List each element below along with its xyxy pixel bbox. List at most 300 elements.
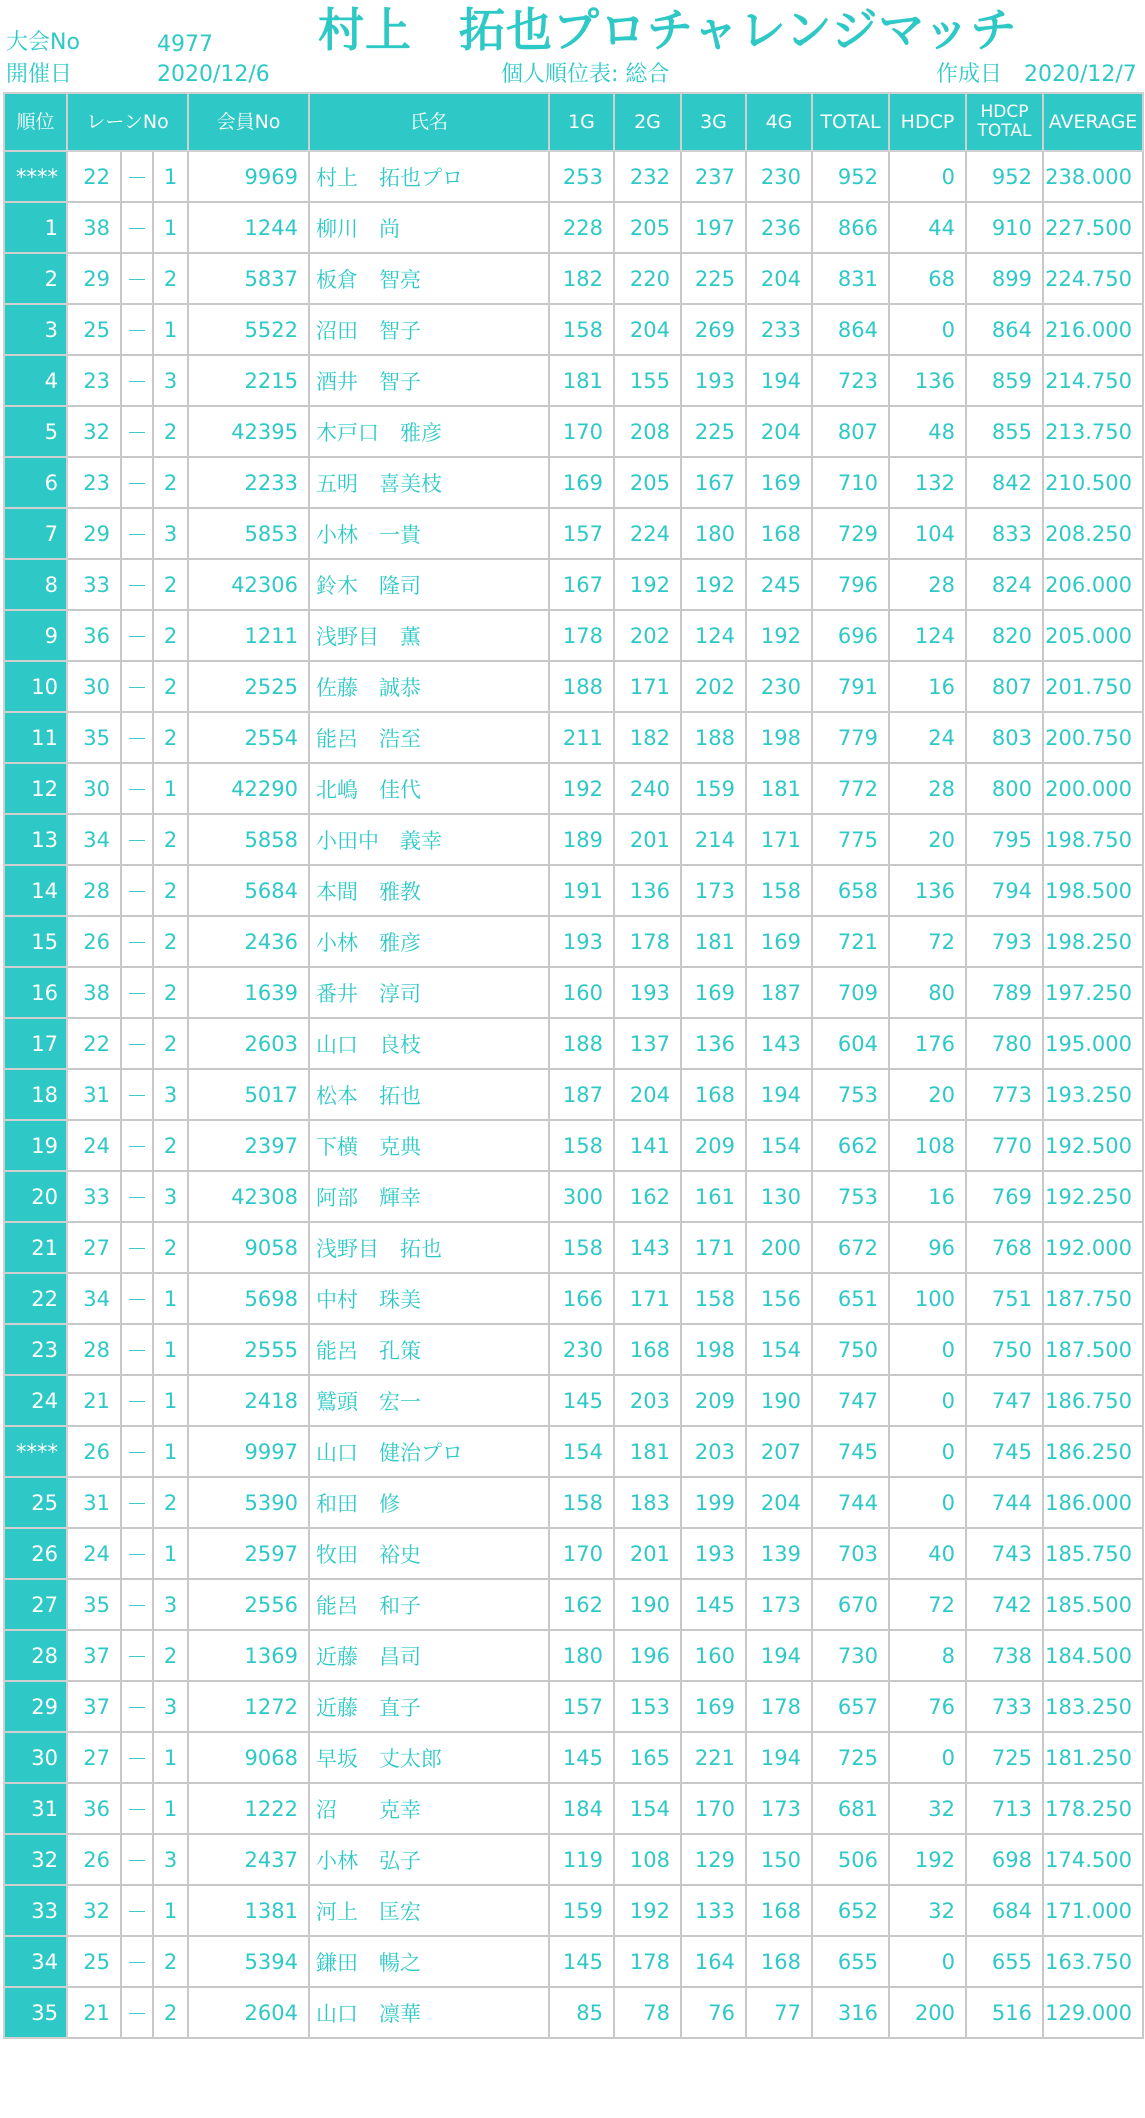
rank-cell: 7	[4, 508, 67, 559]
member-no-cell: 9997	[188, 1426, 309, 1477]
col-2g-header: 2G	[614, 93, 681, 151]
rank-cell: 23	[4, 1324, 67, 1375]
total-cell: 710	[812, 457, 889, 508]
rank-cell: 18	[4, 1069, 67, 1120]
member-no-cell: 42395	[188, 406, 309, 457]
total-cell: 506	[812, 1834, 889, 1885]
lane-dash-cell: －	[121, 1069, 153, 1120]
average-cell: 184.500	[1043, 1630, 1143, 1681]
seat-cell: 2	[153, 916, 188, 967]
hdcp-total-cell: 750	[966, 1324, 1043, 1375]
rank-cell: 11	[4, 712, 67, 763]
game2-cell: 201	[614, 1528, 681, 1579]
table-row	[4, 253, 1143, 304]
hdcp-total-cell: 859	[966, 355, 1043, 406]
total-cell: 652	[812, 1885, 889, 1936]
lane-dash-cell: －	[121, 355, 153, 406]
hdcp-cell: 32	[889, 1783, 966, 1834]
member-no-cell: 42290	[188, 763, 309, 814]
member-no-cell: 2418	[188, 1375, 309, 1426]
rank-cell: 33	[4, 1885, 67, 1936]
lane-cell: 36	[67, 610, 121, 661]
game3-cell: 202	[681, 661, 746, 712]
average-cell: 195.000	[1043, 1018, 1143, 1069]
total-cell: 729	[812, 508, 889, 559]
game4-cell: 204	[746, 253, 812, 304]
seat-cell: 1	[153, 304, 188, 355]
hdcp-cell: 40	[889, 1528, 966, 1579]
total-cell: 651	[812, 1273, 889, 1324]
total-cell: 725	[812, 1732, 889, 1783]
seat-cell: 2	[153, 1018, 188, 1069]
game4-cell: 154	[746, 1324, 812, 1375]
hdcp-total-cell: 793	[966, 916, 1043, 967]
hdcp-cell: 8	[889, 1630, 966, 1681]
seat-cell: 2	[153, 967, 188, 1018]
lane-cell: 26	[67, 916, 121, 967]
game2-cell: 196	[614, 1630, 681, 1681]
average-cell: 187.500	[1043, 1324, 1143, 1375]
average-cell: 205.000	[1043, 610, 1143, 661]
game1-cell: 170	[549, 1528, 614, 1579]
rank-cell: 27	[4, 1579, 67, 1630]
game3-cell: 171	[681, 1222, 746, 1273]
game3-cell: 168	[681, 1069, 746, 1120]
member-no-cell: 2437	[188, 1834, 309, 1885]
seat-cell: 1	[153, 1375, 188, 1426]
game1-cell: 157	[549, 508, 614, 559]
name-cell: 中村 珠美	[309, 1273, 549, 1324]
lane-cell: 29	[67, 508, 121, 559]
lane-cell: 28	[67, 1324, 121, 1375]
game1-cell: 230	[549, 1324, 614, 1375]
rank-cell: 25	[4, 1477, 67, 1528]
hdcp-cell: 0	[889, 1426, 966, 1477]
game4-cell: 171	[746, 814, 812, 865]
lane-cell: 27	[67, 1222, 121, 1273]
game2-cell: 162	[614, 1171, 681, 1222]
seat-cell: 1	[153, 1732, 188, 1783]
game3-cell: 164	[681, 1936, 746, 1987]
member-no-cell: 2597	[188, 1528, 309, 1579]
member-no-cell: 5684	[188, 865, 309, 916]
seat-cell: 2	[153, 1120, 188, 1171]
lane-cell: 26	[67, 1834, 121, 1885]
seat-cell: 1	[153, 1528, 188, 1579]
game4-cell: 158	[746, 865, 812, 916]
hdcp-total-cell: 807	[966, 661, 1043, 712]
game4-cell: 154	[746, 1120, 812, 1171]
hdcp-total-cell: 751	[966, 1273, 1043, 1324]
game3-cell: 198	[681, 1324, 746, 1375]
total-cell: 709	[812, 967, 889, 1018]
hdcp-total-cell: 803	[966, 712, 1043, 763]
lane-dash-cell: －	[121, 610, 153, 661]
game3-cell: 209	[681, 1375, 746, 1426]
seat-cell: 1	[153, 1324, 188, 1375]
col-rank-header: 順位	[4, 93, 67, 151]
member-no-cell: 2604	[188, 1987, 309, 2038]
rank-cell: 6	[4, 457, 67, 508]
game3-cell: 221	[681, 1732, 746, 1783]
game3-cell: 145	[681, 1579, 746, 1630]
total-cell: 753	[812, 1171, 889, 1222]
seat-cell: 2	[153, 814, 188, 865]
table-row	[4, 406, 1143, 457]
hdcp-total-cell: 794	[966, 865, 1043, 916]
total-cell: 775	[812, 814, 889, 865]
total-cell: 745	[812, 1426, 889, 1477]
seat-cell: 3	[153, 355, 188, 406]
game2-cell: 136	[614, 865, 681, 916]
game2-cell: 154	[614, 1783, 681, 1834]
member-no-cell: 2556	[188, 1579, 309, 1630]
hdcp-total-cell: 773	[966, 1069, 1043, 1120]
game3-cell: 160	[681, 1630, 746, 1681]
game3-cell: 225	[681, 253, 746, 304]
game4-cell: 194	[746, 1630, 812, 1681]
total-cell: 796	[812, 559, 889, 610]
game3-cell: 188	[681, 712, 746, 763]
game3-cell: 180	[681, 508, 746, 559]
table-row	[4, 559, 1143, 610]
hdcp-cell: 192	[889, 1834, 966, 1885]
hdcp-total-cell: 742	[966, 1579, 1043, 1630]
date-label: 開催日	[6, 62, 73, 87]
member-no-cell: 2603	[188, 1018, 309, 1069]
game1-cell: 145	[549, 1936, 614, 1987]
table-row	[4, 1477, 1143, 1528]
name-cell: 能呂 孔策	[309, 1324, 549, 1375]
table-row	[4, 1579, 1143, 1630]
total-cell: 655	[812, 1936, 889, 1987]
lane-cell: 37	[67, 1630, 121, 1681]
lane-dash-cell: －	[121, 1222, 153, 1273]
hdcp-cell: 68	[889, 253, 966, 304]
game3-cell: 197	[681, 202, 746, 253]
game2-cell: 182	[614, 712, 681, 763]
lane-cell: 31	[67, 1477, 121, 1528]
lane-dash-cell: －	[121, 661, 153, 712]
lane-dash-cell: －	[121, 406, 153, 457]
hdcp-cell: 0	[889, 151, 966, 202]
game2-cell: 224	[614, 508, 681, 559]
lane-cell: 34	[67, 814, 121, 865]
lane-cell: 32	[67, 406, 121, 457]
rank-cell: 32	[4, 1834, 67, 1885]
hdcp-total-cell: 743	[966, 1528, 1043, 1579]
rank-cell: 35	[4, 1987, 67, 2038]
total-cell: 772	[812, 763, 889, 814]
game3-cell: 169	[681, 967, 746, 1018]
average-cell: 178.250	[1043, 1783, 1143, 1834]
total-cell: 658	[812, 865, 889, 916]
lane-cell: 25	[67, 304, 121, 355]
game1-cell: 166	[549, 1273, 614, 1324]
rank-cell: 9	[4, 610, 67, 661]
hdcp-cell: 200	[889, 1987, 966, 2038]
rank-cell: 20	[4, 1171, 67, 1222]
name-cell: 柳川 尚	[309, 202, 549, 253]
seat-cell: 2	[153, 559, 188, 610]
hdcp-total-cell: 768	[966, 1222, 1043, 1273]
rank-cell: 5	[4, 406, 67, 457]
game2-cell: 153	[614, 1681, 681, 1732]
average-cell: 187.750	[1043, 1273, 1143, 1324]
total-cell: 703	[812, 1528, 889, 1579]
total-cell: 723	[812, 355, 889, 406]
hdcp-cell: 28	[889, 559, 966, 610]
game2-cell: 108	[614, 1834, 681, 1885]
name-cell: 鎌田 暢之	[309, 1936, 549, 1987]
hdcp-cell: 44	[889, 202, 966, 253]
game4-cell: 168	[746, 1885, 812, 1936]
lane-dash-cell: －	[121, 1732, 153, 1783]
average-cell: 183.250	[1043, 1681, 1143, 1732]
rank-cell: 19	[4, 1120, 67, 1171]
hdcp-total-cell: 855	[966, 406, 1043, 457]
name-cell: 和田 修	[309, 1477, 549, 1528]
average-cell: 163.750	[1043, 1936, 1143, 1987]
seat-cell: 1	[153, 151, 188, 202]
game3-cell: 269	[681, 304, 746, 355]
average-cell: 213.750	[1043, 406, 1143, 457]
game3-cell: 167	[681, 457, 746, 508]
lane-cell: 25	[67, 1936, 121, 1987]
hdcp-total-cell: 725	[966, 1732, 1043, 1783]
table-row	[4, 1426, 1143, 1477]
game1-cell: 170	[549, 406, 614, 457]
game4-cell: 200	[746, 1222, 812, 1273]
total-cell: 681	[812, 1783, 889, 1834]
game2-cell: 143	[614, 1222, 681, 1273]
table-row	[4, 1273, 1143, 1324]
member-no-cell: 5522	[188, 304, 309, 355]
game3-cell: 161	[681, 1171, 746, 1222]
name-cell: 小田中 義幸	[309, 814, 549, 865]
game2-cell: 205	[614, 202, 681, 253]
name-cell: 小林 雅彦	[309, 916, 549, 967]
hdcp-total-cell: 800	[966, 763, 1043, 814]
game3-cell: 203	[681, 1426, 746, 1477]
game4-cell: 236	[746, 202, 812, 253]
total-cell: 753	[812, 1069, 889, 1120]
lane-cell: 22	[67, 151, 121, 202]
game2-cell: 165	[614, 1732, 681, 1783]
hdcp-cell: 124	[889, 610, 966, 661]
game1-cell: 300	[549, 1171, 614, 1222]
average-cell: 193.250	[1043, 1069, 1143, 1120]
game3-cell: 237	[681, 151, 746, 202]
hdcp-cell: 24	[889, 712, 966, 763]
col-hdcp-header: HDCP	[889, 93, 966, 151]
lane-dash-cell: －	[121, 1324, 153, 1375]
game3-cell: 199	[681, 1477, 746, 1528]
col-total-header: TOTAL	[812, 93, 889, 151]
seat-cell: 2	[153, 661, 188, 712]
game1-cell: 145	[549, 1732, 614, 1783]
member-no-cell: 1381	[188, 1885, 309, 1936]
table-row	[4, 1834, 1143, 1885]
hdcp-cell: 136	[889, 355, 966, 406]
tournament-no: 4977	[157, 32, 213, 57]
hdcp-total-cell: 820	[966, 610, 1043, 661]
game4-cell: 207	[746, 1426, 812, 1477]
total-cell: 721	[812, 916, 889, 967]
hdcp-total-cell: 770	[966, 1120, 1043, 1171]
average-cell: 185.750	[1043, 1528, 1143, 1579]
seat-cell: 2	[153, 1936, 188, 1987]
name-cell: 浅野目 薫	[309, 610, 549, 661]
table-row	[4, 1936, 1143, 1987]
game1-cell: 187	[549, 1069, 614, 1120]
game1-cell: 85	[549, 1987, 614, 2038]
game1-cell: 192	[549, 763, 614, 814]
name-cell: 鈴木 隆司	[309, 559, 549, 610]
average-cell: 186.000	[1043, 1477, 1143, 1528]
member-no-cell: 5837	[188, 253, 309, 304]
total-cell: 670	[812, 1579, 889, 1630]
average-cell: 185.500	[1043, 1579, 1143, 1630]
table-row	[4, 1885, 1143, 1936]
seat-cell: 3	[153, 1834, 188, 1885]
table-row	[4, 1783, 1143, 1834]
member-no-cell: 2215	[188, 355, 309, 406]
hdcp-total-cell: 684	[966, 1885, 1043, 1936]
hdcp-total-cell: 789	[966, 967, 1043, 1018]
game1-cell: 162	[549, 1579, 614, 1630]
lane-dash-cell: －	[121, 763, 153, 814]
lane-dash-cell: －	[121, 202, 153, 253]
total-cell: 866	[812, 202, 889, 253]
game4-cell: 77	[746, 1987, 812, 2038]
hdcp-total-cell: 824	[966, 559, 1043, 610]
member-no-cell: 9969	[188, 151, 309, 202]
average-cell: 206.000	[1043, 559, 1143, 610]
rank-cell: 28	[4, 1630, 67, 1681]
average-cell: 208.250	[1043, 508, 1143, 559]
lane-cell: 32	[67, 1885, 121, 1936]
name-cell: 浅野目 拓也	[309, 1222, 549, 1273]
name-cell: 木戸口 雅彦	[309, 406, 549, 457]
lane-dash-cell: －	[121, 1936, 153, 1987]
hdcp-total-cell: 738	[966, 1630, 1043, 1681]
average-cell: 224.750	[1043, 253, 1143, 304]
hdcp-total-cell: 745	[966, 1426, 1043, 1477]
member-no-cell: 5698	[188, 1273, 309, 1324]
game1-cell: 178	[549, 610, 614, 661]
seat-cell: 1	[153, 1885, 188, 1936]
member-no-cell: 1639	[188, 967, 309, 1018]
game1-cell: 154	[549, 1426, 614, 1477]
average-cell: 129.000	[1043, 1987, 1143, 2038]
game1-cell: 158	[549, 304, 614, 355]
member-no-cell: 2436	[188, 916, 309, 967]
game2-cell: 171	[614, 1273, 681, 1324]
seat-cell: 3	[153, 1069, 188, 1120]
game3-cell: 173	[681, 865, 746, 916]
name-cell: 山口 健治プロ	[309, 1426, 549, 1477]
total-cell: 952	[812, 151, 889, 202]
lane-cell: 26	[67, 1426, 121, 1477]
name-cell: 板倉 智亮	[309, 253, 549, 304]
lane-dash-cell: －	[121, 1579, 153, 1630]
table-row	[4, 1987, 1143, 2038]
table-row	[4, 865, 1143, 916]
lane-dash-cell: －	[121, 916, 153, 967]
member-no-cell: 5394	[188, 1936, 309, 1987]
game2-cell: 220	[614, 253, 681, 304]
lane-cell: 38	[67, 202, 121, 253]
game1-cell: 158	[549, 1222, 614, 1273]
seat-cell: 2	[153, 457, 188, 508]
game4-cell: 143	[746, 1018, 812, 1069]
lane-dash-cell: －	[121, 1171, 153, 1222]
name-cell: 能呂 浩至	[309, 712, 549, 763]
seat-cell: 3	[153, 1171, 188, 1222]
rank-cell: 34	[4, 1936, 67, 1987]
game2-cell: 178	[614, 916, 681, 967]
table-row	[4, 151, 1143, 202]
seat-cell: 2	[153, 610, 188, 661]
average-cell: 201.750	[1043, 661, 1143, 712]
page-title: 村上 拓也プロチャレンジマッチ	[318, 3, 1018, 57]
hdcp-cell: 132	[889, 457, 966, 508]
table-row	[4, 967, 1143, 1018]
rank-cell: 16	[4, 967, 67, 1018]
name-cell: 沼 克幸	[309, 1783, 549, 1834]
table-row	[4, 1681, 1143, 1732]
game1-cell: 188	[549, 1018, 614, 1069]
total-cell: 316	[812, 1987, 889, 2038]
game2-cell: 141	[614, 1120, 681, 1171]
rank-cell: 29	[4, 1681, 67, 1732]
table-row	[4, 712, 1143, 763]
hdcp-cell: 104	[889, 508, 966, 559]
name-cell: 能呂 和子	[309, 1579, 549, 1630]
lane-dash-cell: －	[121, 304, 153, 355]
member-no-cell: 1211	[188, 610, 309, 661]
total-cell: 657	[812, 1681, 889, 1732]
average-cell: 181.250	[1043, 1732, 1143, 1783]
game4-cell: 245	[746, 559, 812, 610]
created-date: 2020/12/7	[1024, 62, 1137, 87]
table-row	[4, 457, 1143, 508]
table-row	[4, 610, 1143, 661]
lane-dash-cell: －	[121, 1426, 153, 1477]
name-cell: 近藤 直子	[309, 1681, 549, 1732]
lane-dash-cell: －	[121, 1528, 153, 1579]
member-no-cell: 9068	[188, 1732, 309, 1783]
hdcp-total-cell: 864	[966, 304, 1043, 355]
lane-cell: 31	[67, 1069, 121, 1120]
game4-cell: 139	[746, 1528, 812, 1579]
tournament-no-label: 大会No	[6, 30, 80, 55]
seat-cell: 2	[153, 1477, 188, 1528]
seat-cell: 2	[153, 865, 188, 916]
name-cell: 酒井 智子	[309, 355, 549, 406]
game1-cell: 119	[549, 1834, 614, 1885]
hdcp-cell: 20	[889, 814, 966, 865]
lane-dash-cell: －	[121, 1630, 153, 1681]
game4-cell: 233	[746, 304, 812, 355]
lane-dash-cell: －	[121, 1885, 153, 1936]
member-no-cell: 1244	[188, 202, 309, 253]
game4-cell: 173	[746, 1783, 812, 1834]
table-row	[4, 1069, 1143, 1120]
total-cell: 696	[812, 610, 889, 661]
member-no-cell: 2554	[188, 712, 309, 763]
